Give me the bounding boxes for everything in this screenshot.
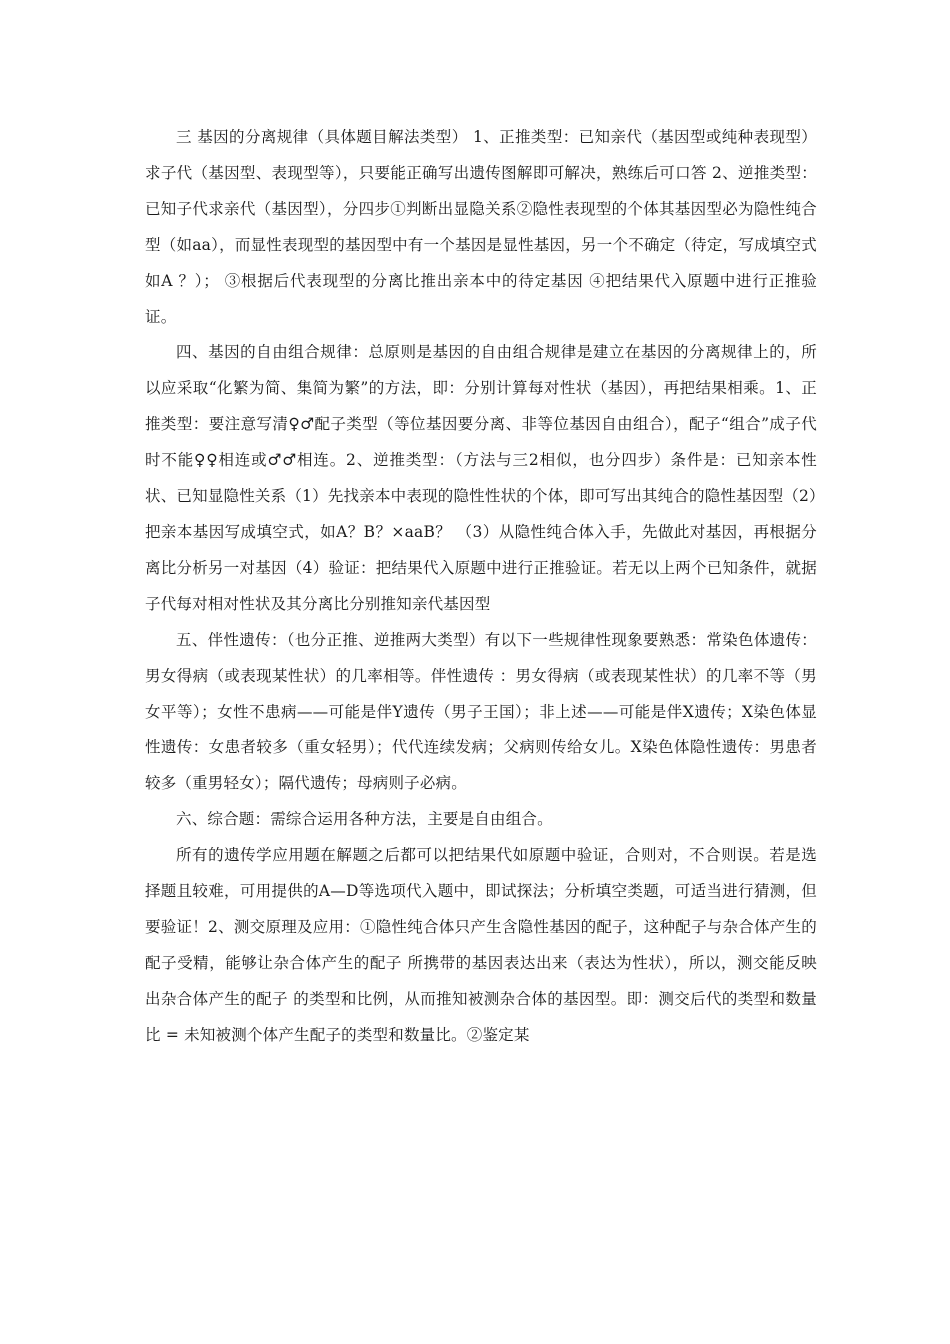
document-body [145,120,817,1054]
paragraph-comprehensive-problems: 六、综合题：需综合运用各种方法，主要是自由组合。 [176,810,553,829]
paragraph-separation-law: 三 基因的分离规律（具体题目解法类型） 1、正推类型：已知亲代（基因型或纯种表现型）求子代（基因型、表现型等），只要能正确写出遗传图解即可解决，熟练后可口答 2、逆推类型：已知子代求亲代（基因型），分四步①判断出显隐关系②隐性表现型的个体其基因型必为隐性纯合型（如aa），而显性表现型的基因型中有一个基因是显性基因，另一个不确定（待定，写成填空式如A ？）； ③根据后代表现型的分离比推出亲本中的待定基因 ④把结果代入原题中进行正推验证。 [145,128,817,326]
paragraph-independent-assortment: 四、基因的自由组合规律：总原则是基因的自由组合规律是建立在基因的分离规律上的，所以应采取“化繁为简、集简为繁”的方法，即：分别计算每对性状（基因），再把结果相乘。1、正推类型：要注意写清♀♂配子类型（等位基因要分离、非等位基因自由组合），配子“组合”成子代时不能♀♀相连或♂♂相连。2、逆推类型：（方法与三2相似，也分四步）条件是：已知亲本性状、已知显隐性关系（1）先找亲本中表现的隐性性状的个体，即可写出其纯合的隐性基因型（2）把亲本基因写成填空式，如A？B？×aaB？ （3）从隐性纯合体入手，先做此对基因，再根据分离比分析另一对基因（4）验证：把结果代入原题中进行正推验证。若无以上两个已知条件，就据子代每对相对性状及其分离比分别推知亲代基因型 [145,343,817,613]
paragraph-sex-linked-inheritance: 五、伴性遗传：（也分正推、逆推两大类型）有以下一些规律性现象要熟悉：常染色体遗传：男女得病（或表现某性状）的几率相等。伴性遗传 ：男女得病（或表现某性状）的几率不等（男女平等）；女性不患病——可能是伴Y遗传（男子王国）；非上述——可能是伴X遗传；X染色体显性遗传：女患者较多（重女轻男）；代代连续发病；父病则传给女儿。X染色体隐性遗传：男患者较多（重男轻女）；隔代遗传；母病则子必病。 [145,630,817,793]
paragraph-verification-testcross: 所有的遗传学应用题在解题之后都可以把结果代如原题中验证，合则对，不合则误。若是选择题且较难，可用提供的A—D等选项代入题中，即试探法；分析填空类题，可适当进行猜测，但要验证！2、测交原理及应用：①隐性纯合体只产生含隐性基因的配子，这种配子与杂合体产生的配子受精，能够让杂合体产生的配子 所携带的基因表达出来（表达为性状），所以，测交能反映出杂合体产生的配子 的类型和比例，从而推知被测杂合体的基因型。即：测交后代的类型和数量比 = 未知被测个体产生配子的类型和数量比。②鉴定某 [145,846,817,1044]
